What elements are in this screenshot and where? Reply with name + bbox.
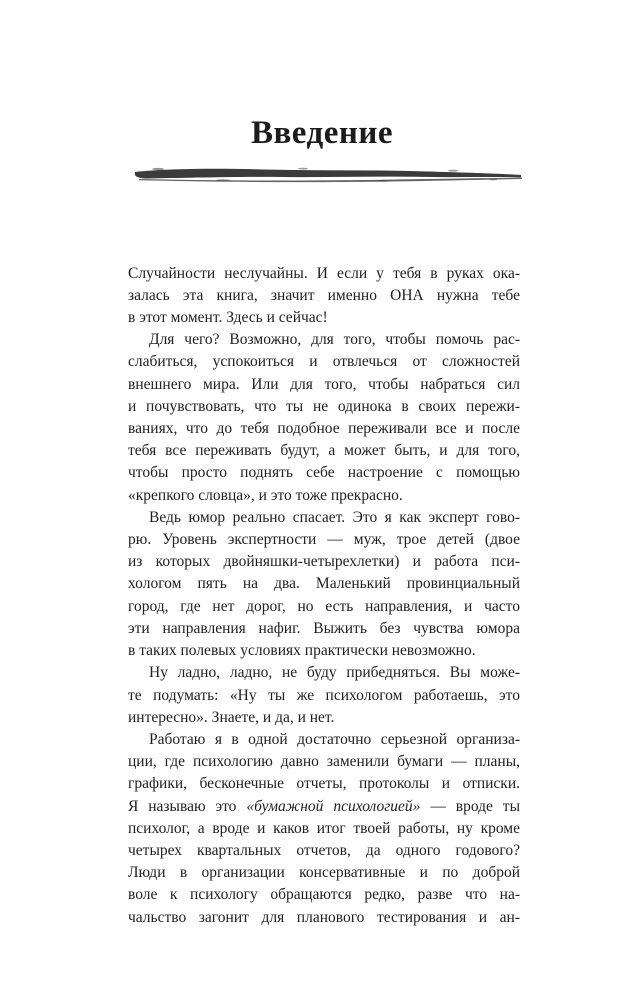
- text-line: [128, 907, 520, 929]
- text-line: [128, 307, 520, 329]
- text-run: Работаю я в одной достаточно серьезной организа-: [149, 730, 520, 748]
- text-run: в этот момент. Здесь и сейчас!: [128, 309, 328, 327]
- text-run: из которых двойняшки-четырехлетки) и работа пси-: [128, 553, 520, 571]
- text-run: психолог, а вроде и каков итог твоей работы, ну кроме: [128, 819, 520, 837]
- text-run: Случайности неслучайны. И если у тебя в руках ока-: [128, 264, 520, 282]
- text-run: ции, где психологию давно заменили бумаги — планы,: [128, 753, 520, 771]
- text-line: [128, 507, 520, 529]
- text-line: [128, 685, 520, 707]
- text-line: [128, 396, 520, 418]
- text-line: [128, 462, 520, 484]
- text-run: в таких полевых условиях практически невозможно.: [128, 642, 476, 660]
- text-line: [128, 485, 520, 507]
- body-text: [128, 263, 520, 929]
- text-run: эти направления нафиг. Выжить без чувства юмора: [128, 619, 520, 637]
- text-run: те подумать: «Ну ты же психологом работаешь, это: [128, 686, 520, 704]
- text-run: интересно». Знаете, и да, и нет.: [128, 708, 335, 726]
- text-line: [128, 640, 520, 662]
- text-run: чальство загонит для планового тестирования и ан-: [128, 908, 520, 926]
- italic-phrase: «бумажной психологией»: [246, 797, 421, 815]
- text-line: [128, 729, 520, 751]
- text-line: [128, 818, 520, 840]
- text-line: [128, 351, 520, 373]
- text-run: Люди в организации консервативные и по доброй: [128, 864, 520, 882]
- text-line: [128, 596, 520, 618]
- text-run: «крепкого словца», и это тоже прекрасно.: [128, 486, 403, 504]
- text-line: [128, 573, 520, 595]
- text-line: [128, 418, 520, 440]
- text-run: графики, бесконечные отчеты, протоколы и отписки.: [128, 775, 520, 793]
- text-line: [128, 840, 520, 862]
- text-line: [128, 862, 520, 884]
- text-line: [128, 751, 520, 773]
- text-run: залась эта книга, значит именно ОНА нужна тебе: [128, 286, 520, 304]
- text-line: [128, 618, 520, 640]
- text-run: — вроде ты: [420, 797, 520, 815]
- brush-stroke-icon: [133, 165, 523, 185]
- text-line: [128, 440, 520, 462]
- text-line: [128, 263, 520, 285]
- text-line: [128, 796, 520, 818]
- text-run: внешнего мира. Или для того, чтобы набраться сил: [128, 375, 520, 393]
- text-line: [128, 529, 520, 551]
- text-line: [128, 551, 520, 573]
- text-line: [128, 329, 520, 351]
- text-line: [128, 374, 520, 396]
- text-run: Ну ладно, ладно, не буду прибедняться. Вы може-: [149, 664, 520, 682]
- text-line: [128, 662, 520, 684]
- text-run: Ведь юмор реально спасает. Это я как эксперт гово-: [149, 508, 520, 526]
- brush-stroke-divider: [133, 165, 523, 185]
- text-run: и почувствовать, что ты не одинока в своих пережи-: [128, 397, 520, 415]
- chapter-title: Введение: [250, 115, 394, 151]
- text-run: рю. Уровень экспертности — муж, трое детей (двое: [128, 531, 520, 549]
- text-run: Я называю это: [128, 797, 247, 815]
- text-line: [128, 707, 520, 729]
- text-run: слабиться, успокоиться и отвлечься от сложностей: [128, 353, 520, 371]
- text-run: ваниях, что до тебя подобное переживали все и после: [128, 420, 520, 438]
- text-run: тебя все переживать будут, а может быть, и для того,: [128, 442, 520, 460]
- text-run: четырех квартальных отчетов, да одного годового?: [128, 841, 520, 859]
- text-run: воле к психологу обращаются редко, разве что на-: [128, 886, 520, 904]
- text-run: хологом пять на два. Маленький провинциальный: [128, 575, 520, 593]
- text-line: [128, 773, 520, 795]
- text-line: [128, 884, 520, 906]
- text-line: [128, 285, 520, 307]
- text-run: чтобы просто поднять себе настроение с помощью: [128, 464, 520, 482]
- text-run: город, где нет дорог, но есть направления, и часто: [128, 597, 520, 615]
- text-run: Для чего? Возможно, для того, чтобы помочь рас-: [149, 331, 520, 349]
